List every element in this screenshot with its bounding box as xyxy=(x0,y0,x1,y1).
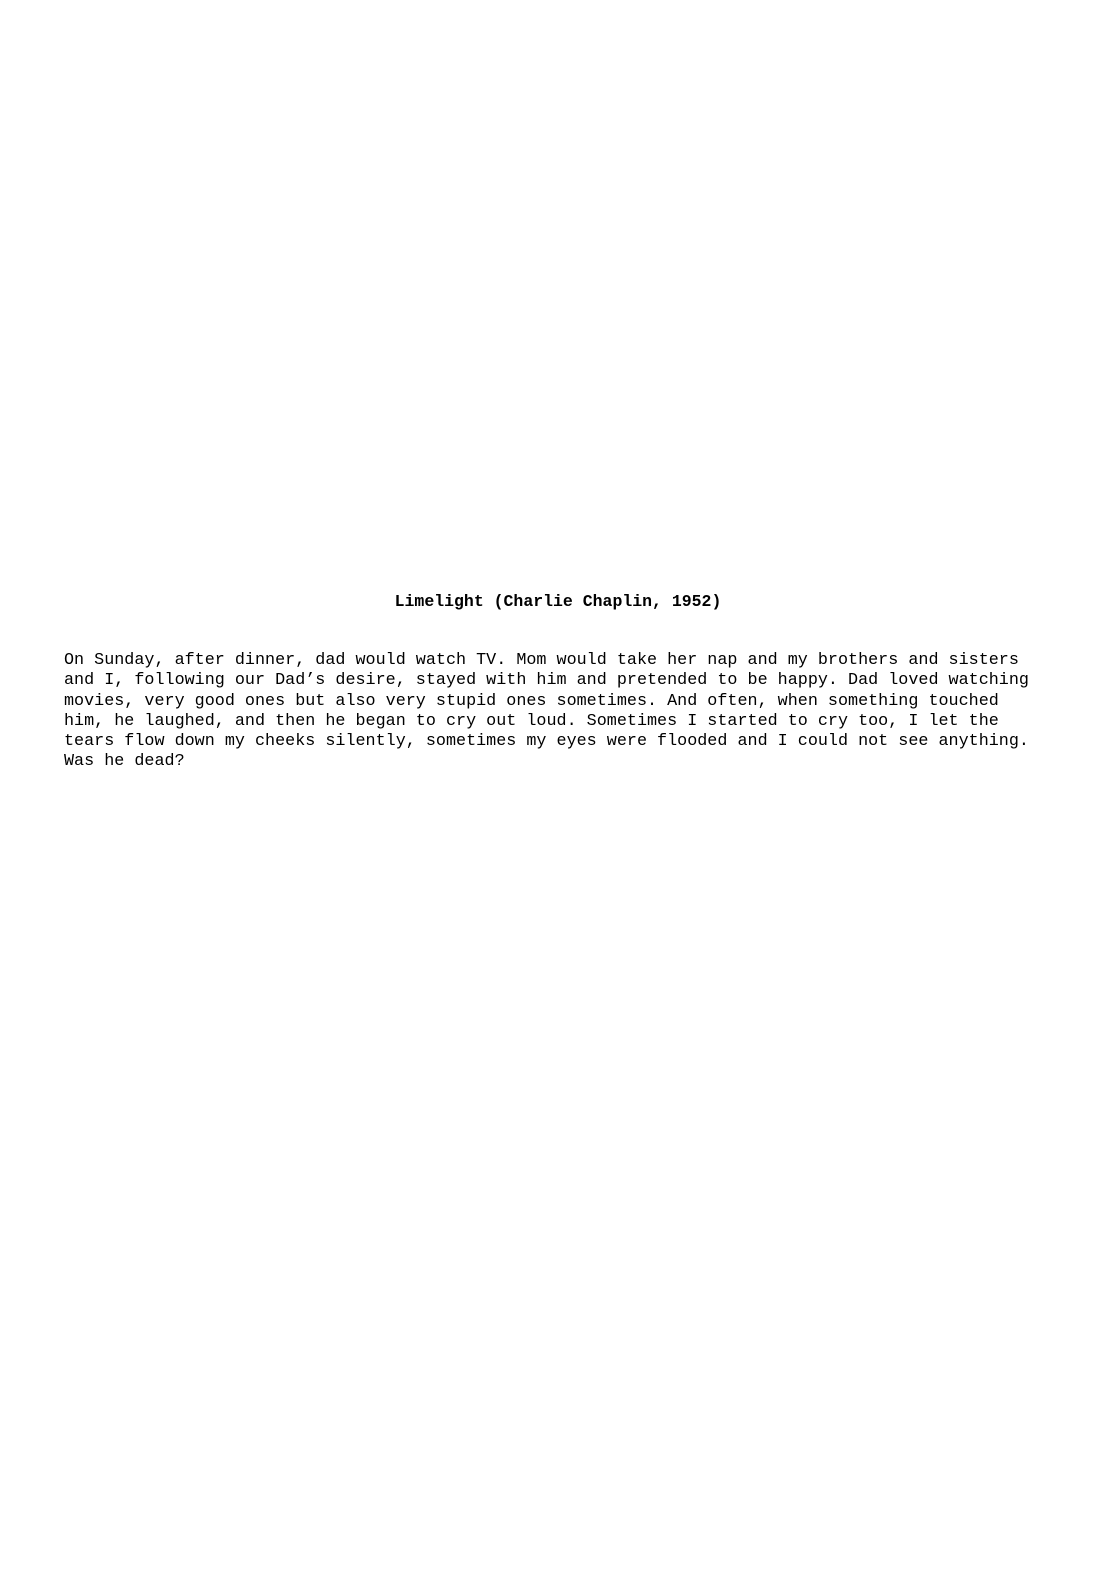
paragraph-line: tears flow down my cheeks silently, sometimes my eyes were flooded and I could not see anything. xyxy=(64,732,1029,752)
paragraph-line: On Sunday, after dinner, dad would watch TV. Mom would take her nap and my brothers and sisters xyxy=(64,651,1019,670)
paragraph-line: and I, following our Dad’s desire, stayed with him and pretended to be happy. Dad loved watching xyxy=(64,671,1029,691)
paragraph-line: movies, very good ones but also very stupid ones sometimes. And often, when something touched xyxy=(64,691,999,711)
paragraph-line: him, he laughed, and then he began to cry out loud. Sometimes I started to cry too, I let the xyxy=(64,711,999,731)
document-title: Limelight (Charlie Chaplin, 1952) xyxy=(394,592,722,611)
document-paragraph xyxy=(64,651,1054,773)
paragraph-line: Was he dead? xyxy=(64,752,185,772)
